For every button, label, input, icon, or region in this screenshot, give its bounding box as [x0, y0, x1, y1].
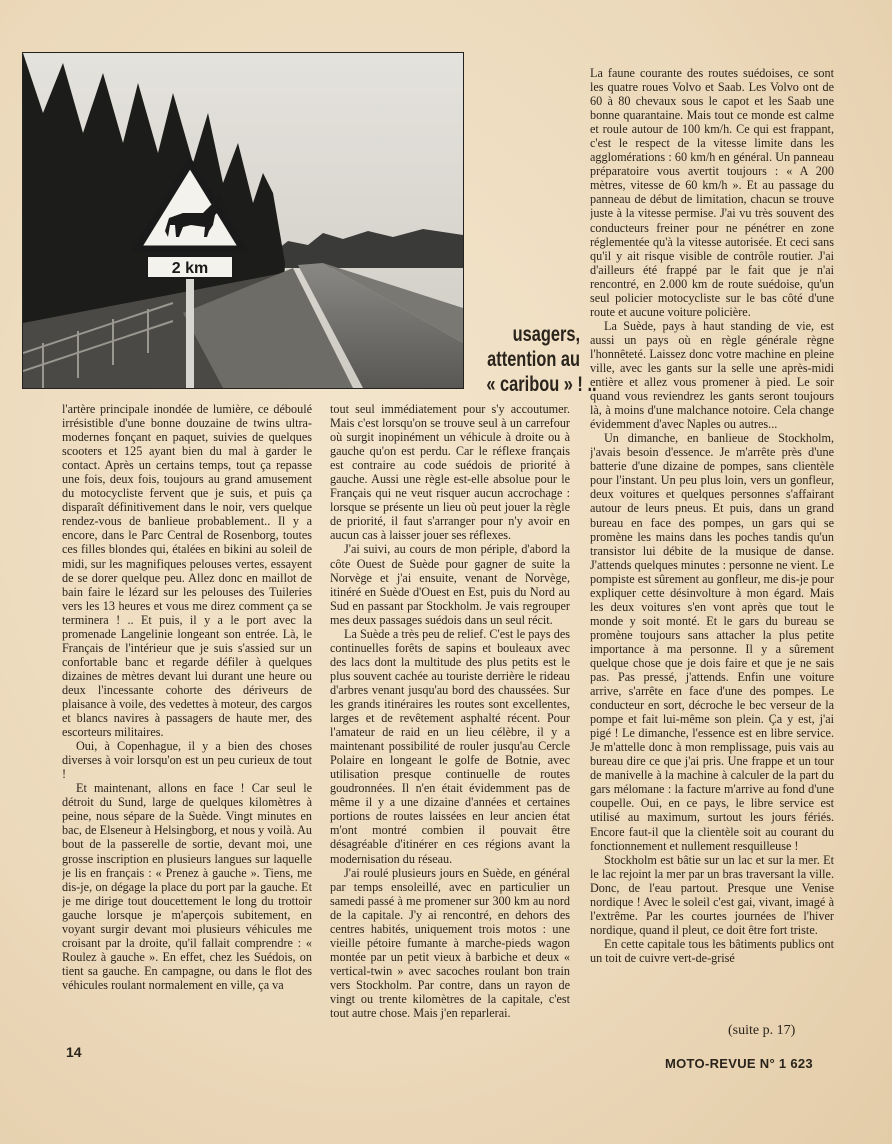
- page-number: 14: [66, 1044, 82, 1060]
- article-column-2: [330, 402, 570, 1034]
- paragraph: Et maintenant, allons en face ! Car seul le détroit du Sund, large de quelques kilomètres à peine, nous sépare de la Suède. Vingt minutes en bac, de Elseneur à Helsingborg, et nous y voilà. Au bout de la passerelle de sortie, devant moi, une grosse inscription en plusieurs langues sur laquelle je lis en français : « Prenez à gauche ». Tiens, me dis-je, on dégage la place du port par la gauche. Et je me dirige tout doucettement le long du trottoir gauche lorsque je m'aperçois subitement, en voyant surgir devant moi plusieurs véhicules me croisant par la droite, qu'il fallait comprendre : « Roulez à gauche ». En effet, chez les Suédois, on tient sa gauche. En campagne, ou dans le flot des véhicules roulant normalement en ville, ça va: [62, 781, 312, 992]
- paragraph: Oui, à Copenhague, il y a bien des choses diverses à voir lorsqu'on est un peu curieux de tout !: [62, 739, 312, 782]
- paragraph: tout seul immédiatement pour s'y accoutumer. Mais c'est lorsqu'on se trouve seul à un carrefour où surgit inopinément un véhicule à droite ou à gauche qu'on est perdu. Car le réflexe français est contraire au code suédois de priorité à gauche. Aussi une règle est-elle absolue pour le Français qui ne veut risquer aucun accrochage : lorsque se présente un lieu où peut jouer la règle de priorité, il faut s'arranger pour n'y avoir en aucun cas à laisser jouer ses réflexes.: [330, 402, 570, 543]
- paragraph: l'artère principale inondée de lumière, ce déboulé irrésistible d'une bonne douzaine de twins ultra-modernes fonçant en paquet, suivies de quelques scooters et 125 ayant bien du mal à garder le contact. Après un certains temps, tout ça repasse une fois, deux fois, toujours au grand amusement du motocycliste fervent que je suis, et puis ça disparaît définitivement dans le noir, vers quelque rendez-vous de banlieue probablement.. Il y a encore, dans le Parc Central de Rosenborg, toutes ces filles blondes qui, étalées en bikini au soleil de midi, sur les magnifiques pelouses vertes, essayent de se dorer quelque peu. Allez donc en maillot de bain faire le lézard sur les pelouses des Tuileries vers les 13 heures et vous me direz comment ça se terminera ! .. Et puis, il y a le port avec la promenade Langelinie longeant son entrée. Là, le Français de l'intérieur que je suis s'assied sur un confortable banc et regarde défiler à quelques dizaines de mètres devant lui durant une heure ou deux l'incessante cohorte des dériveurs de plaisance à voile, des vedettes à moteur, des cargos et blancs navires à passagers de haute mer, des escorteurs militaires.: [62, 402, 312, 740]
- paragraph: La faune courante des routes suédoises, ce sont les quatre roues Volvo et Saab. Les Volvo ont de 60 à 80 chevaux sous le capot et les Saab une bonne quarantaine. Mais tout ce monde est calme et roule autour de 100 km/h. Ce qui est frappant, c'est le respect de la vitesse limite dans les agglomérations : 60 km/h en général. Un panneau préparatoire vous avertit toujours : « A 200 mètres, vitesse de 60 km/h ». Et au passage du panneau de début de limitation, chacun se trouve juste à la vitesse permise. J'ai vu très souvent des conducteurs freiner pour ne pénétrer en zone réglementée qu'à la vitesse autorisée. Et ceci sans qu'il y ait risque visible de contrôle routier. J'ai d'ailleurs été frappé par le fait que je n'ai rencontré, en 2.000 km de route suédoise, qu'un seul policier motocycliste sur le bas côté d'une route et aucune voiture policière.: [590, 66, 834, 319]
- paragraph: J'ai roulé plusieurs jours en Suède, en général par temps ensoleillé, avec en particulier un samedi passé à me promener sur 300 km au nord de la capitale. J'y ai rencontré, en dehors des centres habités, uniquement trois motos : une vieille pétoire fumante à marche-pieds wagon montée par un petit vieux à barbiche et deux « vertical-twin » avec sacoches roulant bon train vers Stockholm. Par contre, dans un rayon de vingt ou trente kilomètres de la capitale, c'est tout autre chose. Mais j'en reparlerai.: [330, 865, 570, 1021]
- paragraph: Un dimanche, en banlieue de Stockholm, j'avais besoin d'essence. Je m'arrête près d'une batterie d'une dizaine de pompes, sans clientèle pour l'instant. Un peu plus loin, vers un gonfleur, deux voitures et quelques personnes s'affairant autour de leurs pneus. Et puis, dans un grand bureau en face des pompes, un gars qui se promène les mains dans les poches tandis qu'un transistor lui débite de la musique de danse. J'attends quelques minutes : personne ne vient. Le pompiste est sûrement au gonfleur, me dis-je pour expliquer cette désinvolture à mon égard. Mais les deux voitures s'en vont après que tout le monde y soit monté. Et le gars du bureau se promène toujours sans attacher la plus petite importance à ma personne. Il y a sûrement quelque chose que je dois faire et que je ne sais pas. Pas pressé, j'attends. Enfin une voiture arrive, s'arrête en face d'une des pompes. Le conducteur en sort, décroche le bec verseur de la pompe et fait lui-même son plein. Ça y est, j'ai pigé ! Le dimanche, l'essence est en libre service. Je m'attelle donc à mon remplissage, puis vais au bureau dire ce que j'ai pris. Une frappe et un tour de manivelle à la machine à calculer de la part du gars mélomane : la facture m'arrive au fond d'une coupelle. Oui, en ce pays, le libre service est utilisé au maximum, surtout les jours fériés. Encore faut-il que la clientèle soit au courant du fonctionnement et nullement resquilleuse !: [590, 431, 834, 853]
- article-column-3: [590, 66, 834, 1022]
- paragraph: Stockholm est bâtie sur un lac et sur la mer. Et le lac rejoint la mer par un bras traversant la ville. Donc, de l'eau partout. Presque une Venise nordique ! Avec le soleil c'est gai, vivant, imagé à l'extrême. Par les courtes journées de l'hiver nordique, quand il pleut, ce doit être fort triste.: [590, 852, 834, 937]
- paragraph: La Suède, pays à haut standing de vie, est aussi un pays où en règle générale règne l'honnêteté. Laissez donc votre machine en pleine ville, avec les gants sur la selle une après-midi entière et allez vous promener à pied. Le soir quand vous reviendrez les gants seront toujours là, à moins d'une malchance notoire. Cela change évidemment d'avec Naples ou autres...: [590, 318, 834, 432]
- road-sign-photo: [22, 52, 464, 389]
- continued-note: (suite p. 17): [728, 1023, 796, 1038]
- journal-footer: MOTO-REVUE N° 1 623: [665, 1056, 813, 1071]
- headline-line-3: « caribou » ! ..: [486, 373, 597, 396]
- paragraph: J'ai suivi, au cours de mon périple, d'abord la côte Ouest de Suède pour gagner de suite la Norvège et j'ai ensuite, venant de Norvège, itinéré en Suède d'Ouest en Est, puis du Nord au Sud en passant par Stockholm. Je vais regrouper mes deux passages suédois dans un seul récit.: [330, 542, 570, 627]
- article-column-1: [62, 402, 312, 1032]
- headline: [486, 322, 597, 397]
- headline-line-1: usagers,: [512, 323, 580, 346]
- paragraph: En cette capitale tous les bâtiments publics ont un toit de cuivre vert-de-grisé: [590, 936, 834, 965]
- sign-distance-text: 2 km: [171, 260, 209, 277]
- headline-line-2: attention au: [487, 348, 580, 371]
- paragraph: La Suède a très peu de relief. C'est le pays des continuelles forêts de sapins et bouleaux avec des lacs dont la multitude des plus petits est le plus souvent cachée au touriste derrière le rideau d'arbres venant jusqu'au bord des chaussées. Sur les grands itinéraires les routes sont excellentes, larges et de revêtement asphalté récent. Pour l'amateur de raid en un lieu célèbre, il y a maintenant possibilité de rouler jusqu'au Cercle Polaire en longeant le golfe de Botnie, avec utilisation presque continuelle de routes goudronnées. Il n'en était évidemment pas de même il y a une dizaine d'années et certaines portions de routes laissées en leur ancien état m'ont montré combien il pouvait être désagréable d'itinérer en ces régions avant la modernisation du réseau.: [330, 626, 570, 866]
